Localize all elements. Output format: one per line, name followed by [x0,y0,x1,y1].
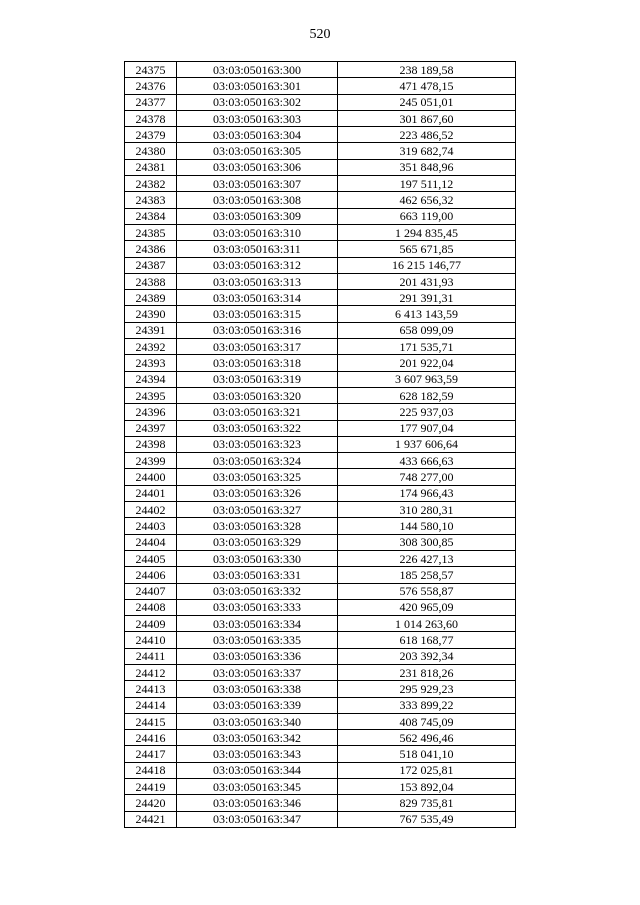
row-number-cell: 24408 [125,599,177,615]
row-number-cell: 24407 [125,583,177,599]
cadastral-value-cell: 748 277,00 [338,469,516,485]
table-row [125,583,516,599]
row-number-cell: 24386 [125,241,177,257]
table-row [125,632,516,648]
cadastral-value-cell: 518 041,10 [338,746,516,762]
row-number-cell: 24405 [125,550,177,566]
cadastral-number-cell: 03:03:050163:303 [177,110,338,126]
table-row [125,746,516,762]
cadastral-value-cell: 197 511,12 [338,176,516,192]
table-row [125,94,516,110]
cadastral-value-cell: 319 682,74 [338,143,516,159]
cadastral-value-cell: 153 892,04 [338,779,516,795]
cadastral-value-cell: 1 294 835,45 [338,224,516,240]
cadastral-number-cell: 03:03:050163:346 [177,795,338,811]
cadastral-value-cell: 628 182,59 [338,387,516,403]
table-row [125,110,516,126]
cadastral-value-table [124,61,516,828]
cadastral-number-cell: 03:03:050163:323 [177,436,338,452]
table-row [125,62,516,78]
cadastral-number-cell: 03:03:050163:337 [177,664,338,680]
cadastral-number-cell: 03:03:050163:342 [177,730,338,746]
cadastral-number-cell: 03:03:050163:327 [177,502,338,518]
cadastral-value-cell: 201 922,04 [338,355,516,371]
table-row [125,534,516,550]
cadastral-number-cell: 03:03:050163:343 [177,746,338,762]
cadastral-value-cell: 1 014 263,60 [338,616,516,632]
cadastral-number-cell: 03:03:050163:333 [177,599,338,615]
row-number-cell: 24404 [125,534,177,550]
cadastral-number-cell: 03:03:050163:313 [177,273,338,289]
row-number-cell: 24375 [125,62,177,78]
cadastral-number-cell: 03:03:050163:335 [177,632,338,648]
cadastral-number-cell: 03:03:050163:302 [177,94,338,110]
row-number-cell: 24379 [125,127,177,143]
cadastral-number-cell: 03:03:050163:320 [177,387,338,403]
cadastral-value-cell: 618 168,77 [338,632,516,648]
row-number-cell: 24411 [125,648,177,664]
cadastral-number-cell: 03:03:050163:339 [177,697,338,713]
table-row [125,453,516,469]
cadastral-number-cell: 03:03:050163:312 [177,257,338,273]
cadastral-number-cell: 03:03:050163:328 [177,518,338,534]
table-row [125,257,516,273]
cadastral-value-cell: 16 215 146,77 [338,257,516,273]
row-number-cell: 24385 [125,224,177,240]
table-row [125,192,516,208]
cadastral-value-cell: 767 535,49 [338,811,516,827]
row-number-cell: 24403 [125,518,177,534]
row-number-cell: 24388 [125,273,177,289]
cadastral-value-cell: 576 558,87 [338,583,516,599]
cadastral-number-cell: 03:03:050163:347 [177,811,338,827]
cadastral-value-cell: 433 666,63 [338,453,516,469]
cadastral-value-cell: 231 818,26 [338,664,516,680]
table-row [125,485,516,501]
table-row [125,290,516,306]
row-number-cell: 24389 [125,290,177,306]
cadastral-value-cell: 225 937,03 [338,404,516,420]
table-row [125,208,516,224]
table-row [125,127,516,143]
row-number-cell: 24409 [125,616,177,632]
row-number-cell: 24380 [125,143,177,159]
cadastral-number-cell: 03:03:050163:301 [177,78,338,94]
table-row [125,78,516,94]
row-number-cell: 24395 [125,387,177,403]
cadastral-value-cell: 144 580,10 [338,518,516,534]
cadastral-value-cell: 310 280,31 [338,502,516,518]
table-row [125,159,516,175]
table-row [125,322,516,338]
cadastral-value-cell: 663 119,00 [338,208,516,224]
table-row [125,176,516,192]
table-row [125,599,516,615]
row-number-cell: 24412 [125,664,177,680]
table-row [125,648,516,664]
table-row [125,518,516,534]
row-number-cell: 24382 [125,176,177,192]
row-number-cell: 24415 [125,713,177,729]
cadastral-value-cell: 301 867,60 [338,110,516,126]
row-number-cell: 24398 [125,436,177,452]
table-row [125,469,516,485]
row-number-cell: 24384 [125,208,177,224]
table-row [125,795,516,811]
table-row [125,273,516,289]
row-number-cell: 24377 [125,94,177,110]
cadastral-number-cell: 03:03:050163:338 [177,681,338,697]
cadastral-number-cell: 03:03:050163:306 [177,159,338,175]
row-number-cell: 24381 [125,159,177,175]
table-row [125,241,516,257]
row-number-cell: 24390 [125,306,177,322]
row-number-cell: 24417 [125,746,177,762]
cadastral-number-cell: 03:03:050163:344 [177,762,338,778]
table-row [125,762,516,778]
cadastral-number-cell: 03:03:050163:300 [177,62,338,78]
row-number-cell: 24392 [125,339,177,355]
table-body [125,62,516,828]
cadastral-number-cell: 03:03:050163:332 [177,583,338,599]
cadastral-number-cell: 03:03:050163:318 [177,355,338,371]
table-row [125,306,516,322]
row-number-cell: 24421 [125,811,177,827]
cadastral-number-cell: 03:03:050163:304 [177,127,338,143]
cadastral-number-cell: 03:03:050163:307 [177,176,338,192]
row-number-cell: 24383 [125,192,177,208]
row-number-cell: 24410 [125,632,177,648]
cadastral-number-cell: 03:03:050163:315 [177,306,338,322]
row-number-cell: 24400 [125,469,177,485]
cadastral-value-cell: 245 051,01 [338,94,516,110]
table-row [125,143,516,159]
table-row [125,339,516,355]
row-number-cell: 24402 [125,502,177,518]
cadastral-number-cell: 03:03:050163:322 [177,420,338,436]
cadastral-number-cell: 03:03:050163:345 [177,779,338,795]
cadastral-value-cell: 351 848,96 [338,159,516,175]
cadastral-value-cell: 658 099,09 [338,322,516,338]
cadastral-value-cell: 174 966,43 [338,485,516,501]
cadastral-value-cell: 185 258,57 [338,567,516,583]
cadastral-number-cell: 03:03:050163:311 [177,241,338,257]
cadastral-value-cell: 291 391,31 [338,290,516,306]
row-number-cell: 24406 [125,567,177,583]
cadastral-number-cell: 03:03:050163:308 [177,192,338,208]
cadastral-number-cell: 03:03:050163:317 [177,339,338,355]
table-row [125,550,516,566]
row-number-cell: 24414 [125,697,177,713]
row-number-cell: 24418 [125,762,177,778]
row-number-cell: 24387 [125,257,177,273]
row-number-cell: 24393 [125,355,177,371]
cadastral-value-cell: 462 656,32 [338,192,516,208]
cadastral-number-cell: 03:03:050163:334 [177,616,338,632]
cadastral-value-cell: 238 189,58 [338,62,516,78]
row-number-cell: 24416 [125,730,177,746]
row-number-cell: 24376 [125,78,177,94]
cadastral-value-cell: 333 899,22 [338,697,516,713]
table-row [125,355,516,371]
cadastral-number-cell: 03:03:050163:314 [177,290,338,306]
cadastral-value-cell: 408 745,09 [338,713,516,729]
table-row [125,713,516,729]
page-number: 520 [309,27,331,42]
cadastral-value-cell: 295 929,23 [338,681,516,697]
row-number-cell: 24401 [125,485,177,501]
cadastral-value-cell: 177 907,04 [338,420,516,436]
row-number-cell: 24394 [125,371,177,387]
table-row [125,387,516,403]
cadastral-number-cell: 03:03:050163:331 [177,567,338,583]
table-row [125,664,516,680]
cadastral-number-cell: 03:03:050163:324 [177,453,338,469]
cadastral-number-cell: 03:03:050163:319 [177,371,338,387]
table-row [125,616,516,632]
cadastral-value-cell: 203 392,34 [338,648,516,664]
row-number-cell: 24420 [125,795,177,811]
cadastral-value-cell: 226 427,13 [338,550,516,566]
table-row [125,436,516,452]
cadastral-value-cell: 171 535,71 [338,339,516,355]
cadastral-value-cell: 420 965,09 [338,599,516,615]
table-row [125,811,516,827]
cadastral-value-cell: 172 025,81 [338,762,516,778]
table-row [125,371,516,387]
cadastral-number-cell: 03:03:050163:321 [177,404,338,420]
table-row [125,404,516,420]
cadastral-number-cell: 03:03:050163:316 [177,322,338,338]
cadastral-value-cell: 308 300,85 [338,534,516,550]
cadastral-number-cell: 03:03:050163:336 [177,648,338,664]
table-row [125,730,516,746]
cadastral-value-cell: 6 413 143,59 [338,306,516,322]
table-row [125,567,516,583]
row-number-cell: 24396 [125,404,177,420]
cadastral-number-cell: 03:03:050163:309 [177,208,338,224]
table-row [125,502,516,518]
cadastral-value-cell: 562 496,46 [338,730,516,746]
cadastral-value-cell: 565 671,85 [338,241,516,257]
row-number-cell: 24419 [125,779,177,795]
row-number-cell: 24413 [125,681,177,697]
cadastral-number-cell: 03:03:050163:329 [177,534,338,550]
cadastral-number-cell: 03:03:050163:305 [177,143,338,159]
cadastral-number-cell: 03:03:050163:310 [177,224,338,240]
table-row [125,779,516,795]
row-number-cell: 24397 [125,420,177,436]
cadastral-value-cell: 3 607 963,59 [338,371,516,387]
row-number-cell: 24399 [125,453,177,469]
table-row [125,697,516,713]
cadastral-number-cell: 03:03:050163:330 [177,550,338,566]
row-number-cell: 24391 [125,322,177,338]
cadastral-value-cell: 471 478,15 [338,78,516,94]
cadastral-value-cell: 223 486,52 [338,127,516,143]
table-row [125,420,516,436]
table-row [125,681,516,697]
cadastral-value-cell: 1 937 606,64 [338,436,516,452]
cadastral-value-cell: 829 735,81 [338,795,516,811]
table-row [125,224,516,240]
row-number-cell: 24378 [125,110,177,126]
cadastral-value-cell: 201 431,93 [338,273,516,289]
cadastral-number-cell: 03:03:050163:340 [177,713,338,729]
cadastral-number-cell: 03:03:050163:326 [177,485,338,501]
cadastral-number-cell: 03:03:050163:325 [177,469,338,485]
